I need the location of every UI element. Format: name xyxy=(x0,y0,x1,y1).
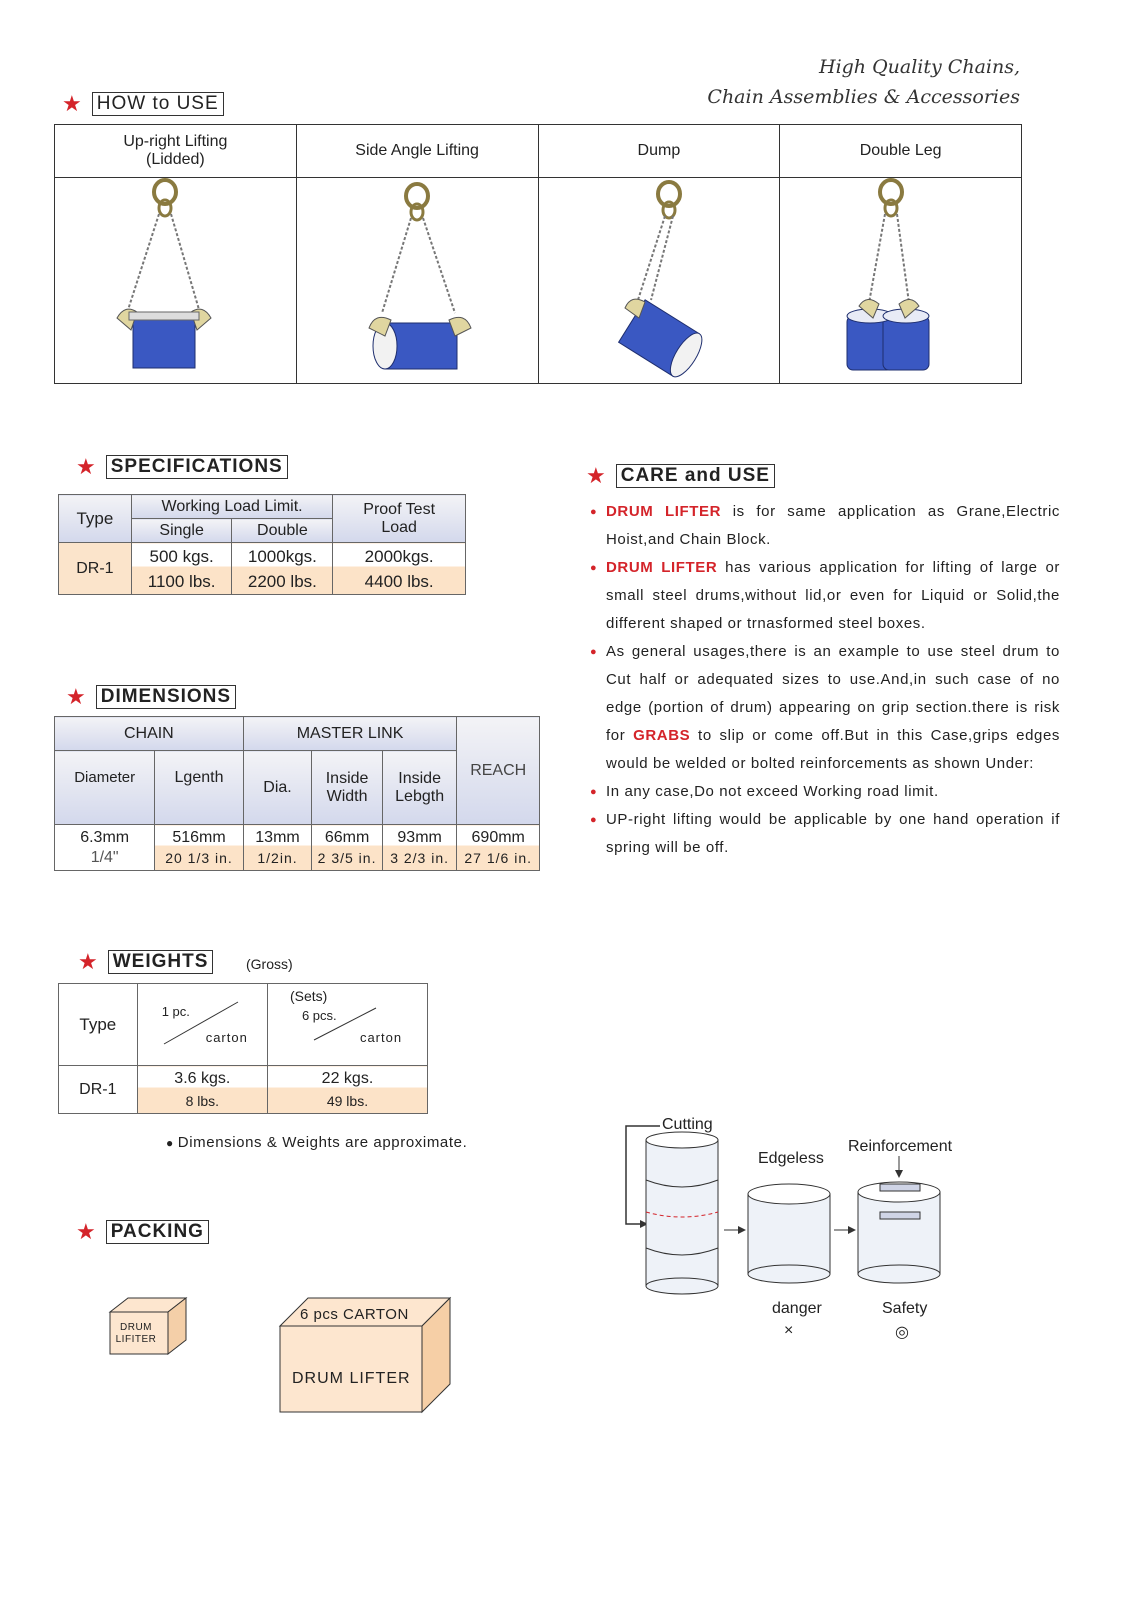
weights-title: WEIGHTS xyxy=(108,950,214,974)
weights-pc-header: 1 pc. carton xyxy=(137,984,267,1066)
packing-heading xyxy=(76,1220,209,1244)
specifications-heading xyxy=(76,455,288,479)
tagline-line-2: Chain Assemblies & Accessories xyxy=(707,86,1020,108)
approximate-note: ● Dimensions & Weights are approximate. xyxy=(166,1134,467,1151)
double-leg-illustration xyxy=(781,178,1021,378)
spec-wll-header: Working Load Limit. xyxy=(131,495,333,519)
how-to-use-title: HOW to USE xyxy=(92,92,224,116)
dim-ilength-value: 93mm 3 2/3 in. xyxy=(382,825,457,871)
spec-double-value: 1000kgs. 2200 lbs. xyxy=(232,543,333,595)
dim-reach-header: REACH xyxy=(457,717,540,825)
cutting-label: Cutting xyxy=(662,1116,713,1133)
specifications-title: SPECIFICATIONS xyxy=(106,455,288,479)
spec-type-value: DR-1 xyxy=(59,543,132,595)
mode-header-side: Side Angle Lifting xyxy=(296,125,538,178)
mode-header-double: Double Leg xyxy=(780,125,1022,178)
mode-illustration-dump xyxy=(538,178,780,384)
weights-type-header: Type xyxy=(59,984,138,1066)
reinforcement-label: Reinforcement xyxy=(848,1138,953,1155)
dimensions-table xyxy=(54,716,540,871)
packing-title: PACKING xyxy=(106,1220,209,1244)
weights-set-value: 22 kgs. 49 lbs. xyxy=(267,1066,427,1114)
dim-length-header: Lgenth xyxy=(155,751,243,825)
dim-length-value: 516mm 20 1/3 in. xyxy=(155,825,243,871)
carton-top-label: 6 pcs CARTON xyxy=(300,1306,409,1323)
care-heading xyxy=(586,464,775,488)
mode-illustration-double xyxy=(780,178,1022,384)
star-icon: ★ xyxy=(76,454,96,479)
mode-header-dump: Dump xyxy=(538,125,780,178)
spec-proof-header: Proof Test Load xyxy=(333,495,466,543)
dim-diameter-header: Diameter xyxy=(55,751,155,825)
star-icon: ★ xyxy=(586,463,606,488)
spec-single-header: Single xyxy=(131,519,232,543)
care-item-4: ● In any case,Do not exceed Working road limit. xyxy=(590,778,1060,806)
mode-illustration-side xyxy=(296,178,538,384)
dim-chain-header: CHAIN xyxy=(55,717,244,751)
small-box-label: DRUM LIFITER xyxy=(115,1322,157,1345)
care-item-1: ● DRUM LIFTER is for same application as Grane,Electric Hoist,and Chain Block. xyxy=(590,498,1060,554)
weights-table xyxy=(58,983,428,1114)
carton-front-label: DRUM LIFTER xyxy=(292,1370,411,1387)
dim-reach-value: 690mm 27 1/6 in. xyxy=(457,825,540,871)
star-icon: ★ xyxy=(62,91,82,116)
dim-width-value: 66mm 2 3/5 in. xyxy=(312,825,383,871)
care-item-3: ● As general usages,there is an example to use steel drum to Cut half or adequated sizes to use.And,in such case of no edge (portion of drum) appearing on grip section.there is risk for GRABS to slip or come off.But in this Case,grips edges would be welded or bolted reinforcements as shown Under: xyxy=(590,638,1060,778)
dim-inside-length-header: Inside Lebgth xyxy=(382,751,457,825)
care-text xyxy=(590,498,1060,862)
star-icon: ★ xyxy=(76,1219,96,1244)
tagline-line-1: High Quality Chains, xyxy=(819,56,1020,78)
spec-proof-value: 2000kgs. 4400 lbs. xyxy=(333,543,466,595)
upright-lifting-illustration xyxy=(55,178,295,378)
brand-tagline xyxy=(707,52,1020,112)
spec-double-header: Double xyxy=(232,519,333,543)
dimensions-title: DIMENSIONS xyxy=(96,685,236,709)
edgeless-label: Edgeless xyxy=(758,1150,824,1167)
dim-diameter-value: 6.3mm 1/4" xyxy=(55,825,155,871)
dim-dia-header: Dia. xyxy=(243,751,312,825)
star-icon: ★ xyxy=(66,684,86,709)
safety-label: Safety xyxy=(882,1300,928,1317)
dim-dia-value: 13mm 1/2in. xyxy=(243,825,312,871)
side-angle-lifting-illustration xyxy=(297,178,537,378)
star-icon: ★ xyxy=(78,949,98,974)
weights-gross-note: (Gross) xyxy=(246,956,293,972)
dim-inside-width-header: Inside Width xyxy=(312,751,383,825)
spec-type-header: Type xyxy=(59,495,132,543)
weights-heading xyxy=(78,950,213,974)
care-item-2: ● DRUM LIFTER has various application for lifting of large or small steel drums,without lid,or even for Liquid or Solid,the different shaped or trnasformed steel boxes. xyxy=(590,554,1060,638)
dimensions-heading xyxy=(66,685,236,709)
dim-master-link-header: MASTER LINK xyxy=(243,717,457,751)
mode-header-upright: Up-right Lifting (Lidded) xyxy=(55,125,297,178)
danger-mark-icon: × xyxy=(784,1322,794,1339)
specifications-table xyxy=(58,494,466,595)
dump-illustration xyxy=(539,178,779,378)
spec-single-value: 500 kgs. 1100 lbs. xyxy=(131,543,232,595)
care-title: CARE and USE xyxy=(616,464,775,488)
weights-set-header: (Sets) 6 pcs. carton xyxy=(267,984,427,1066)
care-item-5: ● UP-right lifting would be applicable by one hand operation if spring will be off. xyxy=(590,806,1060,862)
weights-pc-value: 3.6 kgs. 8 lbs. xyxy=(137,1066,267,1114)
safety-mark-icon: ◎ xyxy=(895,1324,909,1341)
how-to-use-table xyxy=(54,124,1022,384)
weights-type-value: DR-1 xyxy=(59,1066,138,1114)
how-to-use-heading xyxy=(62,92,224,116)
danger-label: danger xyxy=(772,1300,822,1317)
mode-illustration-upright xyxy=(55,178,297,384)
